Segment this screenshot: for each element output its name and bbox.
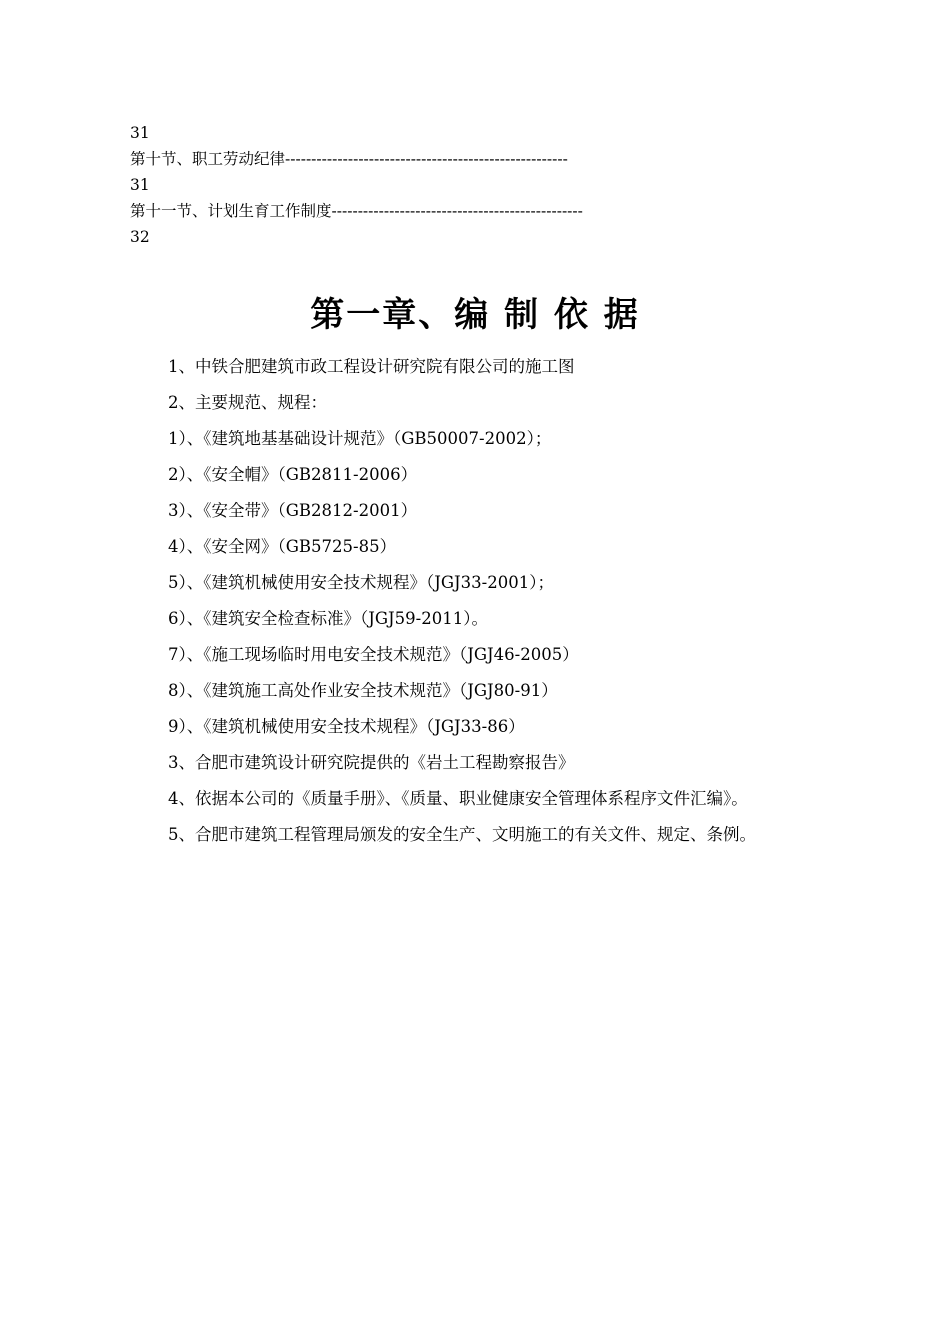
list-item: 5）、《建筑机械使用安全技术规程》（JGJ33-2001）； <box>168 573 554 592</box>
list-item: 2）、《安全帽》（GB2811-2006） <box>168 465 418 484</box>
list-item: 3、合肥市建筑设计研究院提供的《岩土工程勘察报告》 <box>168 753 575 772</box>
list-item: 1、中铁合肥建筑市政工程设计研究院有限公司的施工图 <box>168 357 575 376</box>
toc-entry-section-11[interactable]: 第十一节、计划生育工作制度------------------------------------------------ <box>130 202 583 220</box>
toc-page-number: 31 <box>130 124 150 142</box>
list-item: 3）、《安全带》（GB2812-2001） <box>168 501 418 520</box>
list-item: 9）、《建筑机械使用安全技术规程》（JGJ33-86） <box>168 717 525 736</box>
list-item: 4、依据本公司的《质量手册》、《质量、职业健康安全管理体系程序文件汇编》。 <box>168 789 748 808</box>
list-item: 8）、《建筑施工高处作业安全技术规范》（JGJ80-91） <box>168 681 558 700</box>
list-item: 4）、《安全网》（GB5725-85） <box>168 537 397 556</box>
chapter-body <box>130 349 842 853</box>
table-of-contents <box>130 120 830 250</box>
list-item: 2、主要规范、规程： <box>168 393 327 412</box>
list-item: 5、合肥市建筑工程管理局颁发的安全生产、文明施工的有关文件、规定、条例。 <box>168 825 756 844</box>
toc-page-number: 31 <box>130 176 150 194</box>
toc-page-number: 32 <box>130 228 150 246</box>
list-item: 6）、《建筑安全检查标准》（JGJ59-2011）。 <box>168 609 488 628</box>
list-item: 7）、《施工现场临时用电安全技术规范》（JGJ46-2005） <box>168 645 579 664</box>
toc-entry-section-10[interactable]: 第十节、职工劳动纪律------------------------------------------------------ <box>130 150 568 168</box>
chapter-title: 第一章、编 制 依 据 <box>310 295 640 335</box>
list-item: 1）、《建筑地基基础设计规范》（GB50007-2002）； <box>168 429 552 448</box>
